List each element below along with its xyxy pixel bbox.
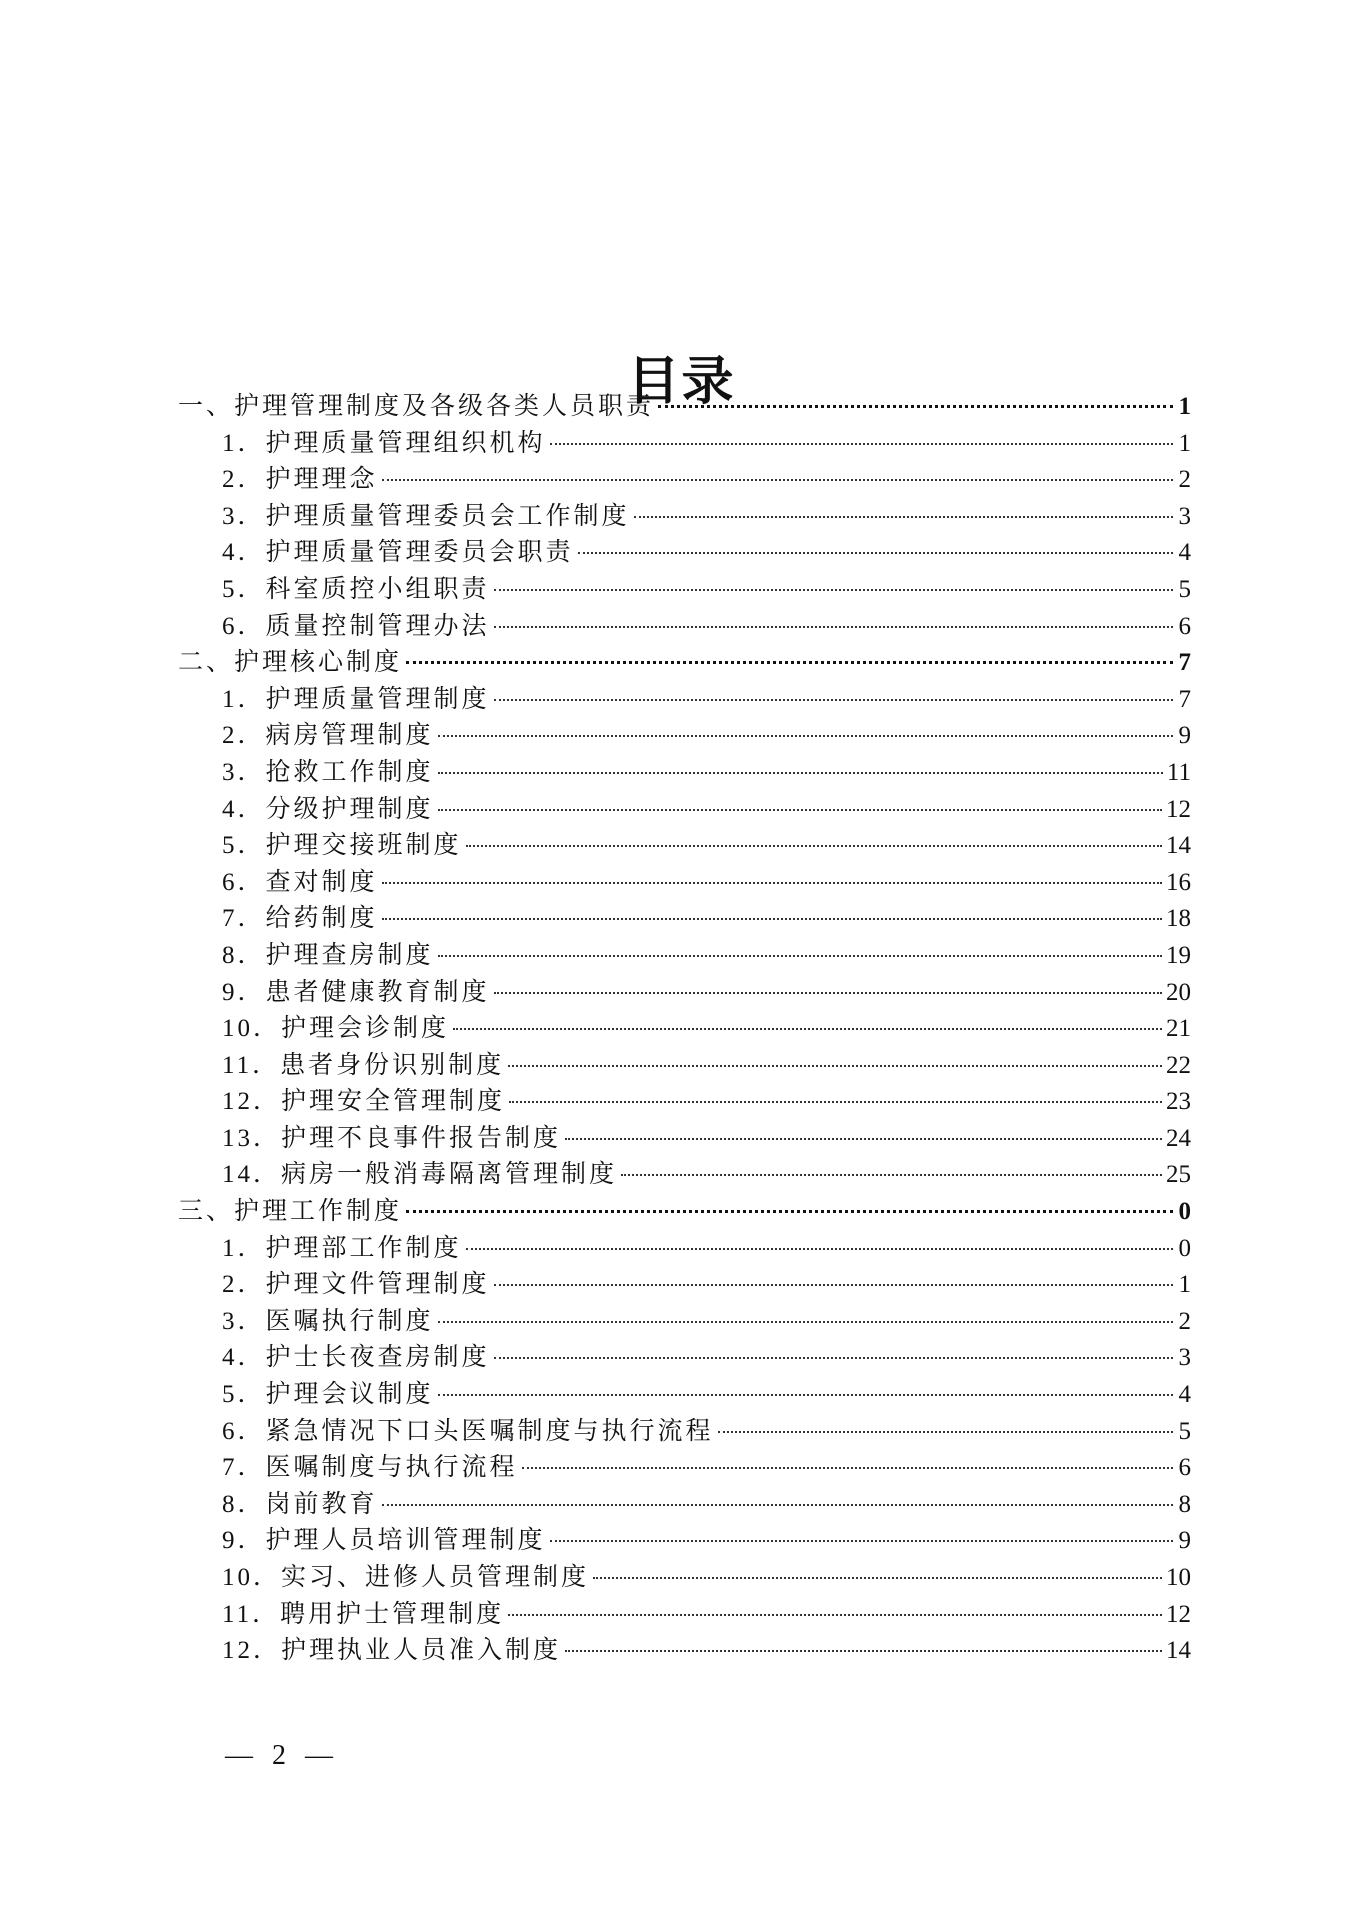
toc-entry-page-number: 12 — [1166, 795, 1191, 823]
toc-entry-label: 2．护理理念 — [222, 466, 378, 494]
toc-dot-leader — [509, 1101, 1162, 1103]
toc-entry-page-number: 3 — [1178, 502, 1191, 530]
toc-entry-label: 8．护理查房制度 — [222, 941, 434, 969]
toc-entry-label: 7．给药制度 — [222, 905, 378, 933]
toc-entry-page-number: 4 — [1178, 1381, 1191, 1409]
toc-entry-page-number: 7 — [1178, 685, 1191, 713]
toc-dot-leader — [406, 1210, 1173, 1213]
toc-entry-page-number: 3 — [1178, 1344, 1191, 1372]
toc-entry-label: 10．护理会诊制度 — [222, 1015, 450, 1043]
toc-entry-label: 8．岗前教育 — [222, 1490, 378, 1518]
toc-entry-page-number: 19 — [1166, 941, 1191, 969]
toc-entry[interactable] — [178, 1597, 1191, 1634]
toc-entry[interactable] — [178, 1633, 1191, 1670]
toc-dot-leader — [550, 1540, 1173, 1542]
toc-entry-label: 13．护理不良事件报告制度 — [222, 1124, 562, 1152]
toc-dot-leader — [453, 1028, 1162, 1030]
toc-entry[interactable] — [178, 1231, 1191, 1268]
toc-entry[interactable] — [178, 865, 1191, 902]
toc-dot-leader — [658, 405, 1173, 408]
toc-entry-label: 4．护理质量管理委员会职责 — [222, 539, 574, 567]
toc-dot-leader — [494, 1357, 1173, 1359]
toc-section-entry[interactable] — [178, 389, 1191, 426]
toc-entry-page-number: 11 — [1166, 758, 1191, 786]
toc-entry-page-number: 21 — [1166, 1015, 1191, 1043]
toc-entry[interactable] — [178, 1304, 1191, 1341]
toc-entry-label: 14．病房一般消毒隔离管理制度 — [222, 1161, 618, 1189]
toc-entry-label: 2．病房管理制度 — [222, 722, 434, 750]
toc-entry-label: 2．护理文件管理制度 — [222, 1271, 490, 1299]
toc-dot-leader — [565, 1650, 1162, 1652]
toc-entry[interactable] — [178, 975, 1191, 1012]
toc-entry-page-number: 9 — [1178, 722, 1191, 750]
toc-entry[interactable] — [178, 1560, 1191, 1597]
toc-entry-label: 5．护理交接班制度 — [222, 832, 462, 860]
toc-dot-leader — [466, 845, 1162, 847]
toc-entry[interactable] — [178, 1011, 1191, 1048]
toc-entry-page-number: 25 — [1166, 1161, 1191, 1189]
toc-entry[interactable] — [178, 1523, 1191, 1560]
toc-dot-leader — [621, 1174, 1162, 1176]
toc-entry[interactable] — [178, 1377, 1191, 1414]
toc-dot-leader — [522, 1467, 1173, 1469]
toc-entry-page-number: 20 — [1166, 978, 1191, 1006]
toc-entry-page-number: 1 — [1178, 393, 1191, 420]
toc-section-entry[interactable] — [178, 1194, 1191, 1231]
toc-entry-label: 6．查对制度 — [222, 868, 378, 896]
toc-entry[interactable] — [178, 426, 1191, 463]
toc-dot-leader — [438, 772, 1163, 774]
toc-entry[interactable] — [178, 1487, 1191, 1524]
toc-entry[interactable] — [178, 535, 1191, 572]
toc-dot-leader — [438, 735, 1173, 737]
toc-entry-label: 12．护理执业人员准入制度 — [222, 1637, 562, 1665]
toc-entry-page-number: 0 — [1178, 1234, 1191, 1262]
toc-dot-leader — [382, 1504, 1173, 1506]
toc-entry-label: 一、护理管理制度及各级各类人员职责 — [178, 393, 655, 420]
toc-entry-label: 6．质量控制管理办法 — [222, 612, 490, 640]
toc-entry-page-number: 22 — [1166, 1051, 1191, 1079]
toc-dot-leader — [565, 1138, 1162, 1140]
toc-entry-label: 4．分级护理制度 — [222, 795, 434, 823]
toc-dot-leader — [578, 552, 1173, 554]
toc-entry-page-number: 0 — [1178, 1198, 1191, 1226]
toc-dot-leader — [718, 1431, 1173, 1433]
table-of-contents — [178, 389, 1191, 1670]
toc-entry[interactable] — [178, 1121, 1191, 1158]
toc-entry[interactable] — [178, 901, 1191, 938]
toc-entry[interactable] — [178, 828, 1191, 865]
toc-entry[interactable] — [178, 1414, 1191, 1451]
toc-dot-leader — [438, 955, 1162, 957]
toc-entry[interactable] — [178, 572, 1191, 609]
toc-entry[interactable] — [178, 609, 1191, 646]
toc-entry-page-number: 12 — [1166, 1600, 1191, 1628]
toc-entry-page-number: 24 — [1166, 1124, 1191, 1152]
toc-dot-leader — [634, 516, 1173, 518]
toc-dot-leader — [438, 1321, 1173, 1323]
toc-entry-label: 3．医嘱执行制度 — [222, 1307, 434, 1335]
toc-entry[interactable] — [178, 1450, 1191, 1487]
toc-entry[interactable] — [178, 1267, 1191, 1304]
toc-entry[interactable] — [178, 499, 1191, 536]
toc-entry-page-number: 18 — [1166, 905, 1191, 933]
toc-entry-label: 7．医嘱制度与执行流程 — [222, 1454, 518, 1482]
toc-entry[interactable] — [178, 938, 1191, 975]
toc-dot-leader — [550, 443, 1173, 445]
toc-entry[interactable] — [178, 1157, 1191, 1194]
toc-dot-leader — [494, 589, 1173, 591]
toc-entry[interactable] — [178, 1048, 1191, 1085]
toc-entry-page-number: 10 — [1166, 1564, 1191, 1591]
toc-entry-label: 1．护理质量管理组织机构 — [222, 429, 546, 457]
toc-entry-label: 3．抢救工作制度 — [222, 758, 434, 786]
toc-entry-label: 11．聘用护士管理制度 — [222, 1600, 505, 1628]
toc-dot-leader — [508, 1614, 1162, 1616]
toc-entry[interactable] — [178, 718, 1191, 755]
toc-dot-leader — [406, 661, 1173, 664]
toc-entry-label: 3．护理质量管理委员会工作制度 — [222, 502, 630, 530]
toc-entry-label: 三、护理工作制度 — [178, 1198, 403, 1226]
toc-entry[interactable] — [178, 792, 1191, 829]
toc-entry-page-number: 2 — [1178, 1307, 1191, 1335]
toc-entry-page-number: 14 — [1166, 1637, 1191, 1665]
toc-entry-page-number: 1 — [1178, 429, 1191, 457]
toc-dot-leader — [494, 992, 1162, 994]
toc-dot-leader — [438, 809, 1162, 811]
toc-entry-page-number: 1 — [1178, 1271, 1191, 1299]
page-title: 目录 — [627, 353, 736, 411]
toc-entry-label: 5．科室质控小组职责 — [222, 575, 490, 603]
toc-entry-page-number: 6 — [1178, 612, 1191, 640]
toc-entry-label: 二、护理核心制度 — [178, 649, 403, 677]
toc-section-entry[interactable] — [178, 645, 1191, 682]
toc-entry-page-number: 23 — [1166, 1088, 1191, 1116]
toc-entry-label: 5．护理会议制度 — [222, 1381, 434, 1409]
toc-entry[interactable] — [178, 682, 1191, 719]
toc-entry-page-number: 4 — [1178, 539, 1191, 567]
toc-entry-page-number: 6 — [1178, 1454, 1191, 1482]
toc-dot-leader — [382, 918, 1162, 920]
toc-dot-leader — [494, 699, 1173, 701]
toc-dot-leader — [508, 1065, 1162, 1067]
toc-dot-leader — [494, 626, 1173, 628]
toc-entry-label: 10．实习、进修人员管理制度 — [222, 1564, 590, 1591]
toc-entry-label: 1．护理部工作制度 — [222, 1234, 462, 1262]
toc-entry-page-number: 8 — [1178, 1490, 1191, 1518]
toc-entry-page-number: 5 — [1178, 1417, 1191, 1445]
toc-entry-label: 9．护理人员培训管理制度 — [222, 1527, 546, 1555]
toc-entry-page-number: 7 — [1178, 649, 1191, 677]
toc-dot-leader — [494, 1284, 1173, 1286]
toc-entry-label: 9．患者健康教育制度 — [222, 978, 490, 1006]
toc-entry-label: 1．护理质量管理制度 — [222, 685, 490, 713]
toc-entry[interactable] — [178, 1084, 1191, 1121]
toc-dot-leader — [382, 479, 1173, 481]
toc-entry-page-number: 5 — [1178, 575, 1191, 603]
toc-entry-page-number: 2 — [1178, 466, 1191, 494]
page-number-footer: — 2 — — [225, 1740, 339, 1771]
toc-entry-page-number: 14 — [1166, 832, 1191, 860]
toc-entry-label: 6．紧急情况下口头医嘱制度与执行流程 — [222, 1417, 714, 1445]
toc-entry-page-number: 9 — [1178, 1527, 1191, 1555]
toc-entry-page-number: 16 — [1166, 868, 1191, 896]
toc-entry[interactable] — [178, 755, 1191, 792]
toc-entry[interactable] — [178, 462, 1191, 499]
toc-entry-label: 4．护士长夜查房制度 — [222, 1344, 490, 1372]
toc-dot-leader — [593, 1577, 1162, 1579]
toc-dot-leader — [466, 1248, 1173, 1250]
toc-entry-label: 12．护理安全管理制度 — [222, 1088, 506, 1116]
toc-entry[interactable] — [178, 1340, 1191, 1377]
toc-dot-leader — [382, 882, 1162, 884]
toc-entry-label: 11．患者身份识别制度 — [222, 1051, 505, 1079]
toc-dot-leader — [438, 1394, 1173, 1396]
